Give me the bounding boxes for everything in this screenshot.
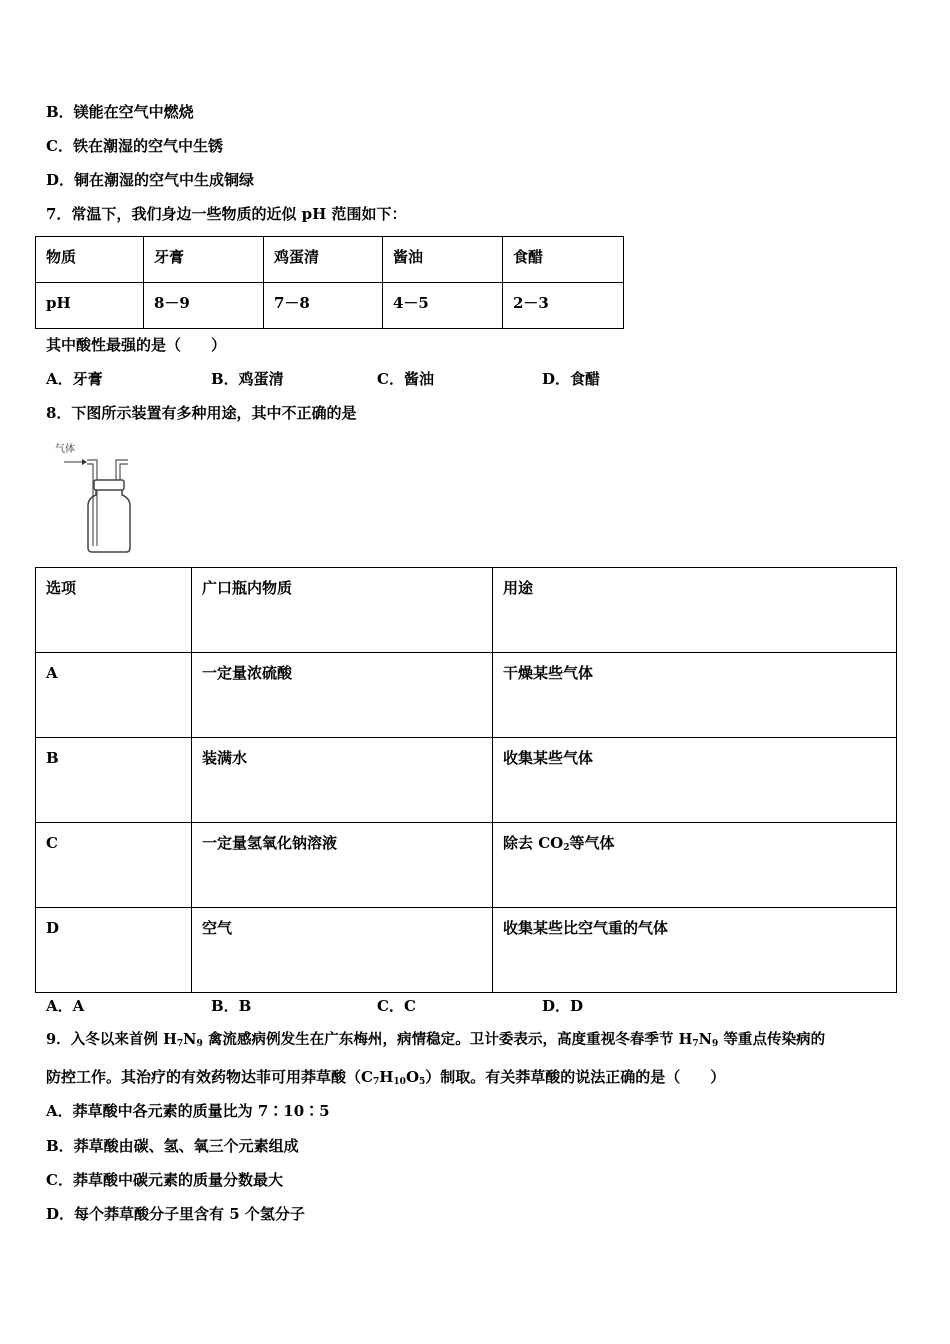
stopper-icon bbox=[94, 480, 124, 490]
q6-option-d: D．铜在潮湿的空气中生成铜绿 bbox=[46, 171, 255, 189]
use-table bbox=[35, 567, 897, 993]
q8-option-b: B．B bbox=[211, 997, 252, 1015]
option-cell: D bbox=[36, 908, 192, 993]
bottle-body-icon bbox=[88, 490, 130, 552]
q7-option-c: C．酱油 bbox=[377, 370, 434, 388]
q9-stem-line1: 9．入冬以来首例 $H_7N_9$ 禽流感病例发生在广东梅州，病情稳定。卫计委表示，高度重视冬春季节 $H_7N_9$ 等重点传染病的 bbox=[46, 1031, 826, 1049]
ph-value-cell: 8－9 bbox=[144, 283, 264, 329]
ph-header-cell: 鸡蛋清 bbox=[264, 237, 383, 283]
ph-value-cell: pH bbox=[36, 283, 144, 329]
ph-header-cell: 食醋 bbox=[503, 237, 624, 283]
ph-table bbox=[35, 236, 624, 329]
q7-question: 其中酸性最强的是（ ） bbox=[46, 336, 227, 354]
table-row bbox=[36, 823, 897, 908]
figure-gas-label: 气体 bbox=[55, 444, 75, 455]
q9-option-a: A．莽草酸中各元素的质量比为 7∶10∶5 bbox=[46, 1102, 330, 1120]
arrow-head-icon bbox=[82, 459, 87, 465]
q6-option-b: B．镁能在空气中燃烧 bbox=[46, 103, 194, 121]
ph-value-cell: 4－5 bbox=[383, 283, 503, 329]
use-header-cell: 用途 bbox=[493, 568, 897, 653]
substance-cell: 装满水 bbox=[192, 738, 493, 823]
use-cell: 收集某些比空气重的气体 bbox=[493, 908, 897, 993]
ph-header-cell: 牙膏 bbox=[144, 237, 264, 283]
substance-cell: 一定量浓硫酸 bbox=[192, 653, 493, 738]
gas-washing-bottle-figure bbox=[50, 440, 140, 555]
substance-cell: 一定量氢氧化钠溶液 bbox=[192, 823, 493, 908]
q7-option-b: B．鸡蛋清 bbox=[211, 370, 284, 388]
ph-table-value-row bbox=[36, 283, 624, 329]
substance-cell: 空气 bbox=[192, 908, 493, 993]
table-row bbox=[36, 738, 897, 823]
co2-text: 除去 CO bbox=[503, 834, 564, 852]
q9-option-c: C．莽草酸中碳元素的质量分数最大 bbox=[46, 1171, 283, 1189]
use-suffix-text: 等气体 bbox=[569, 834, 615, 852]
q8-option-a: A．A bbox=[46, 997, 85, 1015]
table-row bbox=[36, 908, 897, 993]
option-cell: C bbox=[36, 823, 192, 908]
ph-header-cell: 酱油 bbox=[383, 237, 503, 283]
ph-header-cell: 物质 bbox=[36, 237, 144, 283]
q9-option-d: D．每个莽草酸分子里含有 5 个氢分子 bbox=[46, 1205, 305, 1223]
table-row bbox=[36, 653, 897, 738]
q7-option-a: A．牙膏 bbox=[46, 370, 103, 388]
option-cell: A bbox=[36, 653, 192, 738]
q8-stem: 8．下图所示装置有多种用途，其中不正确的是 bbox=[46, 404, 357, 422]
ph-table-header-row bbox=[36, 237, 624, 283]
q9-stem-line2: 防控工作。其治疗的有效药物达菲可用莽草酸$(C_7H_{10}O_5)$制取。有关莽草酸的说法正确的是（ ） bbox=[46, 1068, 726, 1087]
option-cell: B bbox=[36, 738, 192, 823]
q6-option-c: C．铁在潮湿的空气中生锈 bbox=[46, 137, 223, 155]
use-cell: 干燥某些气体 bbox=[493, 653, 897, 738]
ph-value-cell: 7－8 bbox=[264, 283, 383, 329]
q7-option-d: D．食醋 bbox=[542, 370, 601, 388]
use-header-cell: 广口瓶内物质 bbox=[192, 568, 493, 653]
q9-option-b: B．莽草酸由碳、氢、氧三个元素组成 bbox=[46, 1137, 299, 1155]
ph-value-cell: 2－3 bbox=[503, 283, 624, 329]
q7-stem: 7．常温下，我们身边一些物质的近似 pH 范围如下： bbox=[46, 205, 407, 223]
use-table-header-row bbox=[36, 568, 897, 653]
q8-option-c: C．C bbox=[377, 997, 416, 1015]
co2-subscript: 2 bbox=[563, 843, 570, 853]
use-cell: 收集某些气体 bbox=[493, 738, 897, 823]
q8-option-d: D．D bbox=[542, 997, 584, 1015]
use-header-cell: 选项 bbox=[36, 568, 192, 653]
use-cell bbox=[493, 823, 897, 908]
